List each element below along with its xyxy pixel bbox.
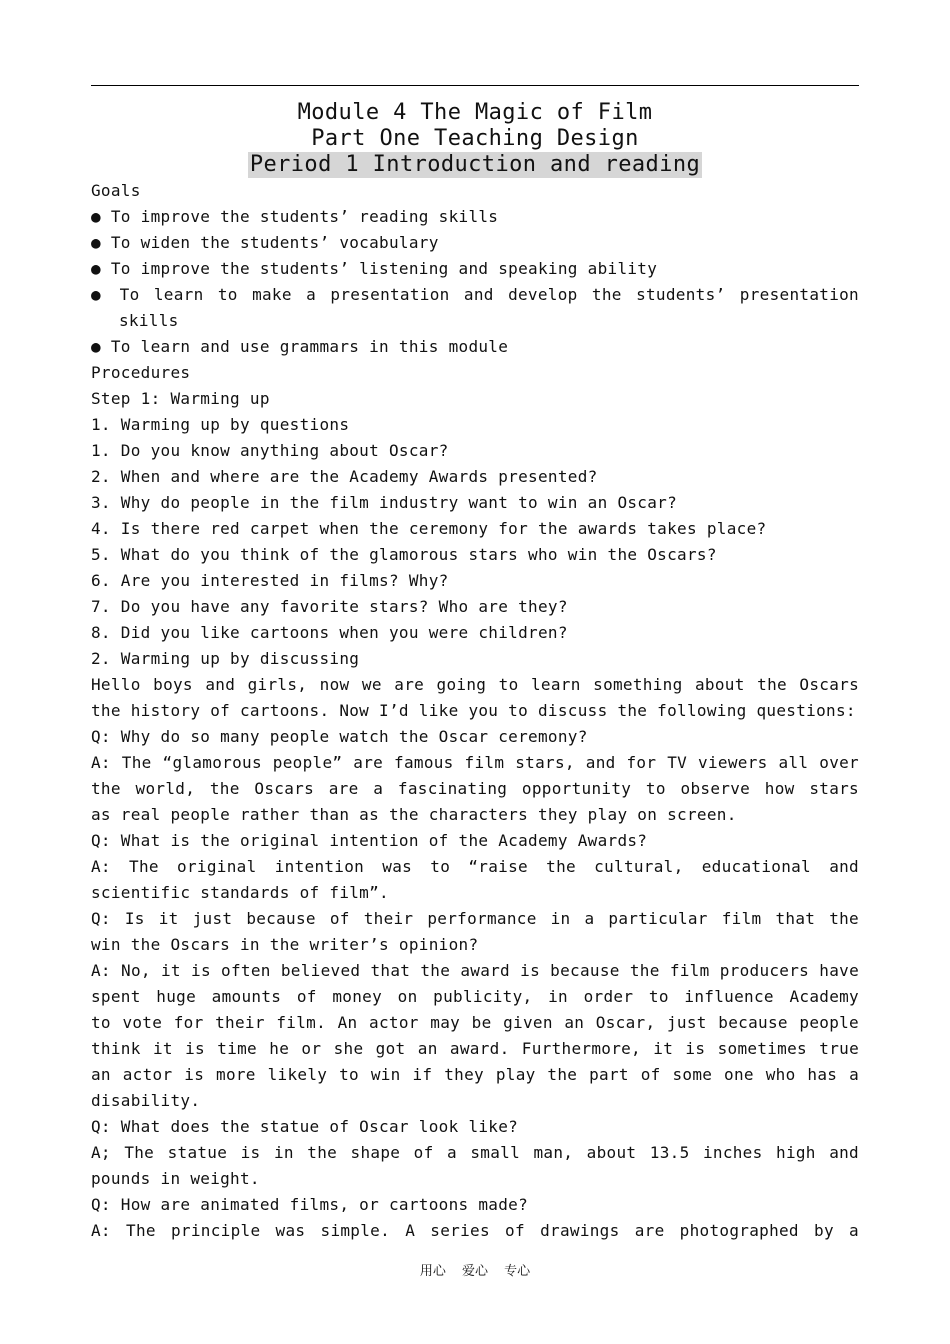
period-title: Period 1 Introduction and reading xyxy=(249,152,701,177)
module-title: Module 4 The Magic of Film xyxy=(297,100,653,125)
footer-text: 专心 xyxy=(504,1264,531,1279)
question-item: 3. Why do people in the film industry want to win an Oscar? xyxy=(91,493,678,512)
qa-line: Q: How are animated films, or cartoons made? xyxy=(91,1195,529,1214)
goal-item-continuation: skills xyxy=(119,311,179,330)
qa-line: Q: Why do so many people watch the Oscar ceremony? xyxy=(91,727,588,746)
header-rule xyxy=(91,85,859,86)
qa-line: as real people rather than as the characters they play on screen. xyxy=(91,805,737,824)
procedures-heading: Procedures xyxy=(91,363,191,382)
qa-line: win the Oscars in the writer’s opinion? xyxy=(91,935,479,954)
qa-line: Q: Is it just because of their performance in a particular film that the xyxy=(91,909,859,928)
sub-heading: 2. Warming up by discussing xyxy=(91,649,360,668)
question-item: 4. Is there red carpet when the ceremony for the awards takes place? xyxy=(91,519,767,538)
qa-line: disability. xyxy=(91,1091,201,1110)
goal-item: ● To improve the students’ listening and speaking ability xyxy=(91,259,658,278)
sub-heading: 1. Warming up by questions xyxy=(91,415,350,434)
qa-line: Q: What does the statue of Oscar look like? xyxy=(91,1117,519,1136)
question-item: 5. What do you think of the glamorous stars who win the Oscars? xyxy=(91,545,717,564)
qa-line: think it is time he or she got an award. Furthermore, it is sometimes true xyxy=(91,1039,859,1058)
qa-line: A: No, it is often believed that the award is because the film producers have xyxy=(91,961,859,980)
paragraph-line: Hello boys and girls, now we are going to learn something about the Oscars xyxy=(91,675,859,694)
goal-item: ● To learn and use grammars in this module xyxy=(91,337,509,356)
question-item: 6. Are you interested in films? Why? xyxy=(91,571,449,590)
qa-line: A: The original intention was to “raise the cultural, educational and xyxy=(91,857,859,876)
question-item: 7. Do you have any favorite stars? Who are they? xyxy=(91,597,568,616)
qa-line: A: The “glamorous people” are famous film stars, and for TV viewers all over xyxy=(91,753,859,772)
footer-text: 爱心 xyxy=(461,1264,488,1279)
part-title: Part One Teaching Design xyxy=(311,126,639,151)
document-body xyxy=(91,178,859,1244)
question-item: 2. When and where are the Academy Awards presented? xyxy=(91,467,598,486)
qa-line: scientific standards of film”. xyxy=(91,883,389,902)
qa-line: an actor is more likely to win if they play the part of some one who has a xyxy=(91,1065,859,1084)
question-item: 8. Did you like cartoons when you were children? xyxy=(91,623,568,642)
goal-item: ● To learn to make a presentation and develop the students’ presentation xyxy=(91,285,859,304)
qa-line: the world, the Oscars are a fascinating opportunity to observe how stars xyxy=(91,779,859,798)
qa-line: A; The statue is in the shape of a small man, about 13.5 inches high and xyxy=(91,1143,859,1162)
page-footer xyxy=(0,1260,950,1279)
goal-item: ● To widen the students’ vocabulary xyxy=(91,233,439,252)
paragraph-line: the history of cartoons. Now I’d like you to discuss the following questions: xyxy=(91,701,856,720)
step-heading: Step 1: Warming up xyxy=(91,389,270,408)
qa-line: A: The principle was simple. A series of drawings are photographed by a xyxy=(91,1221,859,1240)
goal-item: ● To improve the students’ reading skills xyxy=(91,207,499,226)
qa-line: to vote for their film. An actor may be given an Oscar, just because people xyxy=(91,1013,859,1032)
qa-line: Q: What is the original intention of the Academy Awards? xyxy=(91,831,648,850)
goals-heading: Goals xyxy=(91,181,141,200)
title-block xyxy=(91,100,859,178)
question-item: 1. Do you know anything about Oscar? xyxy=(91,441,449,460)
qa-line: pounds in weight. xyxy=(91,1169,260,1188)
qa-line: spent huge amounts of money on publicity, in order to influence Academy xyxy=(91,987,859,1006)
footer-text: 用心 xyxy=(419,1264,446,1279)
